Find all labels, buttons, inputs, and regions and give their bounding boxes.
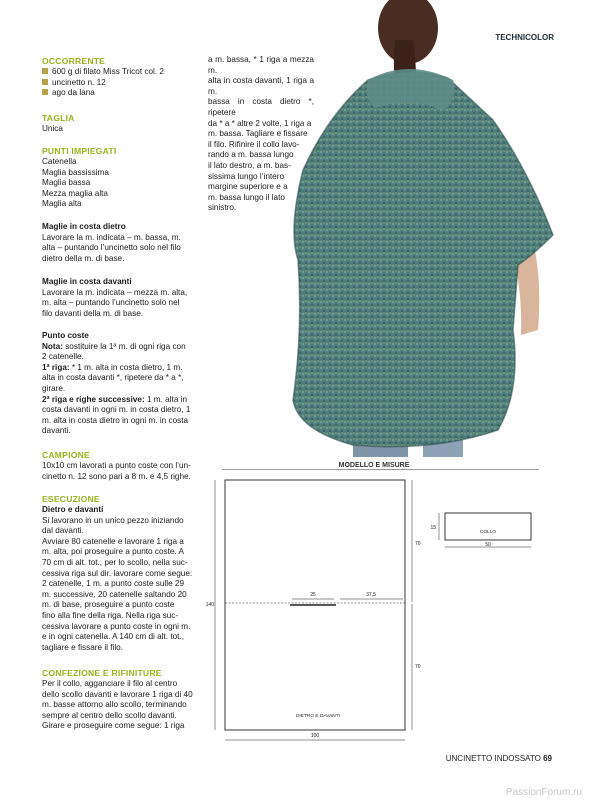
page-footer [446,754,552,763]
dim-shoulder-label: 37,5 [366,592,376,598]
text-line: Per il collo, agganciare il filo al centro [42,679,178,688]
text-line: il lato destro, a m. bas- [208,160,291,170]
maglie-dietro-title: Maglie in costa dietro [42,222,126,231]
punti-item: Maglia bassissima [42,167,109,177]
text-line: m. successive, 20 catenelle saltando 20 [42,589,187,599]
dim-width-label: 100 [310,733,320,739]
occorrente-item: uncinetto n. 12 [42,78,202,89]
section-header: TECHNICOLOR [495,33,554,42]
text-line: sissima lungo l’intero [208,171,284,181]
bullet-square-icon [42,79,48,85]
text-line: 2 catenelle, 1 m. a punto coste sulle 29 [42,579,185,589]
dim-height-total-label: 140 [205,602,214,608]
text-line: 10x10 cm lavorati a punto coste con l’un- [42,461,191,470]
text-line: m. bassa lungo il lato [208,192,285,202]
main-piece-label: DIETRO E DAVANTI [295,714,341,719]
text-line: m. alta in costa dietro in ogni m. in costa [42,415,189,425]
bullet-square-icon [42,68,48,74]
text-line: bassa in costa dietro *, ripetere [208,97,314,117]
esecuzione-title: ESECUZIONE [42,494,100,504]
text-line: fino alla fine della riga. Nella riga suc- [42,610,179,620]
text-line: m. di base, proseguire a punto coste [42,600,175,610]
dim-height-upper-label: 70 [415,541,421,547]
text-line: cessiva riga sul dir. lavorare come segue: [42,568,193,578]
text-line: costa davanti in ogni m. in costa dietro, 1 [42,405,191,415]
punti-item: Maglia alta [42,199,82,209]
garment-photo [283,0,563,457]
text-line: Lavorare la m. indicata – mezza m. alta, [42,287,188,297]
text-line: da * a * altre 2 volte, 1 riga a [208,118,312,128]
punti-section [42,146,202,210]
text-line: tagliare e fissare il filo. [42,642,123,652]
text-line: Girare e proseguire come segue: 1 riga [42,721,185,731]
punti-item: Maglia bassa [42,178,91,188]
text-line: rando a m. bassa lungo [208,150,294,160]
occorrente-item: 600 g di filato Miss Tricot col. 2 [42,67,202,78]
confezione-section [42,668,202,732]
text-line: alta in costa davanti, 1 riga a m. [208,76,314,96]
dim-neck-label: 25 [310,592,316,598]
text-line: Avviare 80 catenelle e lavorare 1 riga a [42,536,184,546]
text-line: Lavorare la m. indicata – m. bassa, m. [42,232,181,242]
text-line: margine superiore e a [208,182,288,192]
text-line: dal davanti. [42,526,84,536]
text-line: filo davanti della m. di base. [42,308,144,318]
pattern-piece-collar [445,513,531,540]
text-line: Nota: sostituire la 1ª m. di ogni riga con [42,341,186,351]
text-line: alta – puntando l’uncinetto solo nel filo [42,243,181,253]
occorrente-item: ago da lana [42,88,202,99]
bullet-square-icon [42,89,48,95]
diagram-title: MODELLO E MISURE [312,462,436,469]
text-line: alta in costa davanti *, ripetere da * a *, [42,373,184,383]
text-line: 2 catenelle. [42,352,84,362]
occorrente-title: OCCORRENTE [42,56,106,66]
occorrente-section [42,56,202,99]
taglia-title: TAGLIA [42,113,75,123]
text-line: Si lavorano in un unico pezzo iniziando [42,515,184,525]
schematic-diagram [200,475,550,750]
esecuzione-section [42,494,202,653]
text-line: 2ª riga e righe successive: 1 m. alta in [42,394,188,404]
watermark: PassionForum.ru [505,787,582,798]
text-line: sinistro. [208,203,237,213]
dim-height-lower-label: 70 [415,664,421,670]
text-line: il filo. Rifinire il collo lavo- [208,139,300,149]
text-line: cessiva lavorare a punto coste in ogni m. [42,621,191,631]
text-line: 1ª riga: * 1 m. alta in costa dietro, 1 m. [42,362,183,372]
text-line: sempre al centro dello scollo davanti. [42,710,177,720]
dim-collar-h-label: 15 [430,525,436,531]
taglia-section [42,113,202,135]
punti-item: Catenella [42,157,77,166]
text-line: a m. bassa, * 1 riga a mezza m. [208,55,314,75]
text-line: davanti. [42,426,71,436]
text-line: 70 cm di alt. tot., per lo scollo, nella suc- [42,557,188,567]
text-line: girare. [42,383,66,393]
maglie-dietro-section [42,222,202,264]
maglie-davanti-section [42,277,202,319]
campione-section [42,450,202,482]
maglie-davanti-title: Maglie in costa davanti [42,277,132,286]
punti-item: Mezza maglia alta [42,188,108,198]
confezione-title: CONFEZIONE E RIFINITURE [42,668,162,678]
esecuzione-subtitle: Dietro e davanti [42,505,104,514]
diagram-divider [222,469,539,470]
text-line: m. basse attorno allo scollo, terminando [42,700,187,710]
text-line: dietro della m. di base. [42,253,125,263]
taglia-value: Unica [42,124,63,133]
text-line: m. bassa. Tagliare e fissare [208,129,308,139]
campione-title: CAMPIONE [42,450,90,460]
continuation-section [208,55,314,214]
text-line: dello scollo davanti e lavorare 1 riga di 40 [42,689,193,699]
text-line: e in ogni catenella. A 140 cm di alt. tot., [42,632,185,642]
punti-title: PUNTI IMPIEGATI [42,146,117,156]
dim-collar-w-label: 50 [485,542,491,548]
text-line: cinetto n. 12 sono pari a 8 m. e 4,5 righe. [42,471,191,481]
magazine-name: UNCINETTO INDOSSATO [445,754,541,763]
page-number: 69 [543,754,552,763]
punto-coste-title: Punto coste [42,331,89,340]
text-line: m. alta, poi proseguire a punto coste. A [42,547,185,557]
text-line: m. alta – puntando l’uncinetto solo nel [42,298,180,308]
poncho-illustration [283,0,563,457]
collar-label: COLLO [479,530,497,535]
punto-coste-section [42,331,202,437]
